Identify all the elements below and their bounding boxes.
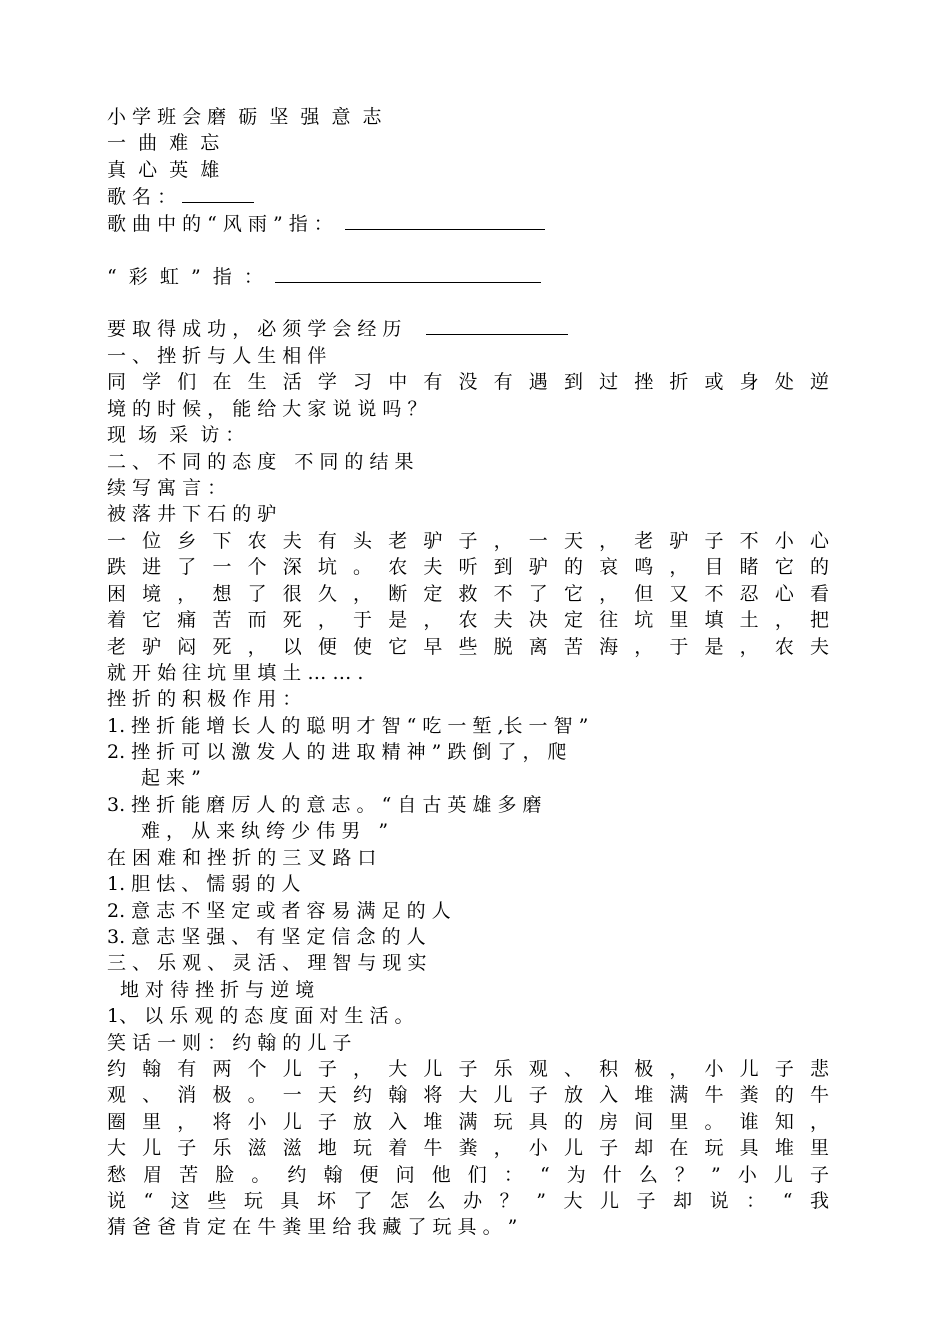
section-heading-3: 三 、 乐 观 、 灵 活 、 理 智 与 现 实 [107, 952, 427, 974]
paragraph-line: 困境，想了很久，断定救不了它，但又不忍心看 [107, 583, 829, 605]
success-label: 要 取 得 成 功 ， 必 须 学 会 经 历 [107, 318, 402, 340]
rainbow-question [107, 264, 541, 290]
list-item: 1. 挫 折 能 增 长 人 的 聪 明 才 智 “ 吃 一 堑 ,长 一 智 ” [107, 715, 589, 737]
paragraph-line: 圈里，将小儿子放入堆满玩具的房间里。谁知， [107, 1111, 829, 1133]
wind-rain-label: 歌 曲 中 的 “ 风 雨 ” 指 ： [107, 213, 333, 235]
paragraph-line: 观、消极。一天约翰将大儿子放入堆满牛粪的牛 [107, 1084, 829, 1106]
paragraph-line: 说“这些玩具坏了怎么办？”大儿子却说：“我 [107, 1190, 829, 1212]
wind-rain-blank [345, 213, 545, 230]
list-item: 3. 意 志 坚 强 、 有 坚 定 信 念 的 人 [107, 926, 426, 948]
list-item-continuation: 难 ， 从 来 纨 绔 少 伟 男 ” [141, 820, 389, 842]
song-name-blank [182, 186, 254, 203]
list-item: 3. 挫 折 能 磨 厉 人 的 意 志 。 “ 自 古 英 雄 多 磨 [107, 794, 542, 816]
list-item: 2. 挫 折 可 以 激 发 人 的 进 取 精 神 ” 跌 倒 了 ， 爬 [107, 741, 567, 763]
subheading-positive-effects: 挫 折 的 积 极 作 用 ： [107, 688, 302, 710]
success-question [107, 316, 568, 342]
song-name-question [107, 184, 254, 210]
paragraph-line: 老驴闷死，以便使它早些脱离苦海，于是，农夫 [107, 636, 829, 658]
joke-title: 笑 话 一 则 ： 约 翰 的 儿 子 [107, 1032, 352, 1054]
paragraph-line: 就 开 始 往 坑 里 填 土 … … . [107, 662, 364, 684]
section-heading-3-continuation: 地 对 待 挫 折 与 逆 境 [120, 979, 315, 1001]
paragraph-line: 约翰有两个儿子，大儿子乐观、积极，小儿子悲 [107, 1058, 829, 1080]
paragraph-line: 跌进了一个深坑。农夫听到驴的哀鸣，目睹它的 [107, 556, 829, 578]
paragraph-line: 境 的 时 候 ， 能 给 大 家 说 说 吗 ？ [107, 398, 427, 420]
list-item: 2. 意 志 不 坚 定 或 者 容 易 满 足 的 人 [107, 900, 451, 922]
paragraph-line: 愁眉苦脸。约翰便问他们：“为什么？”小儿子 [107, 1164, 829, 1186]
fable-label: 续 写 寓 言 ： [107, 477, 227, 499]
list-item: 1. 胆 怯 、 懦 弱 的 人 [107, 873, 301, 895]
wind-rain-question [107, 211, 545, 237]
rainbow-blank [275, 266, 541, 283]
interview-label: 现 场 采 访 ： [107, 424, 245, 446]
success-blank [426, 318, 568, 335]
section-heading-2: 二 、 不 同 的 态 度 不 同 的 结 果 [107, 451, 414, 473]
doc-title: 小 学 班 会 磨 砺 坚 强 意 志 [107, 106, 382, 128]
section-heading-1: 一 、 挫 折 与 人 生 相 伴 [107, 345, 327, 367]
song-title: 真 心 英 雄 [107, 159, 220, 181]
rainbow-label: “ 彩 虹 ” 指 ： [107, 266, 263, 288]
paragraph-line: 同学们在生活学习中有没有遇到过挫折或身处逆 [107, 371, 829, 393]
subheading-crossroads: 在 困 难 和 挫 折 的 三 叉 路 口 [107, 847, 377, 869]
paragraph-line: 着它痛苦而死，于是，农夫决定往坑里填土，把 [107, 609, 829, 631]
song-name-label: 歌 名 ： [107, 186, 177, 208]
paragraph-line: 一位乡下农夫有头老驴子，一天，老驴子不小心 [107, 530, 829, 552]
list-item-continuation: 起 来 ” [141, 767, 201, 789]
paragraph-line: 大儿子乐滋滋地玩着牛粪，小儿子却在玩具堆里 [107, 1137, 829, 1159]
paragraph-line: 猜 爸 爸 肯 定 在 牛 粪 里 给 我 藏 了 玩 具 。 ” [107, 1216, 518, 1238]
subheading-optimism: 1、 以 乐 观 的 态 度 面 对 生 活 。 [107, 1005, 414, 1027]
section-heading-song: 一 曲 难 忘 [107, 132, 220, 154]
fable-title: 被 落 井 下 石 的 驴 [107, 503, 277, 525]
